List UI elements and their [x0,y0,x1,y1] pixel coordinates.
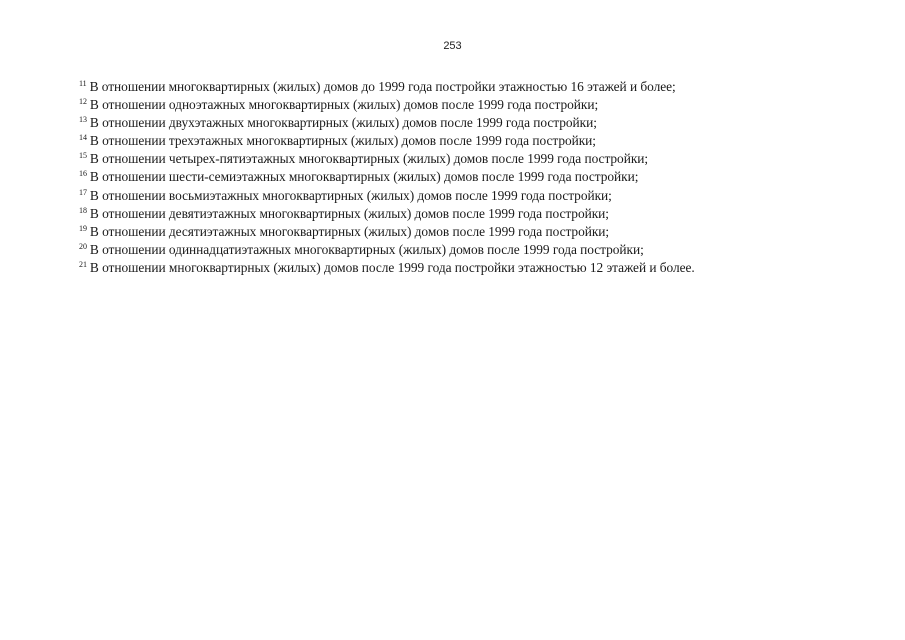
footnote-marker: 15 [79,151,87,161]
footnote-marker: 11 [79,79,87,88]
footnote [79,259,859,277]
footnote [79,187,859,205]
footnote-marker: 12 [79,97,87,107]
footnote-marker: 18 [79,205,87,215]
footnote-marker: 16 [79,169,87,179]
footnote [79,96,859,114]
footnote-text: В отношении шести-семиэтажных многоквартирных (жилых) домов после 1999 года постройки; [89,169,639,185]
footnote-text: В отношении трехэтажных многоквартирных (жилых) домов после 1999 года постройки; [89,133,596,149]
footnote-text: В отношении восьмиэтажных многоквартирных (жилых) домов после 1999 года постройки; [89,187,612,203]
footnote-marker: 20 [79,241,87,251]
footnote-marker: 21 [79,259,87,269]
footnote-text: В отношении десятиэтажных многоквартирных (жилых) домов после 1999 года постройки; [89,223,610,239]
footnote-text: В отношении одноэтажных многоквартирных (жилых) домов после 1999 года постройки; [89,97,599,113]
page-number: 253 [443,40,462,52]
footnote [79,241,859,259]
footnote-text: В отношении одиннадцатиэтажных многоквартирных (жилых) домов после 1999 года постройки; [89,241,644,257]
footnote-text: В отношении двухэтажных многоквартирных (жилых) домов после 1999 года постройки; [89,115,597,131]
footnote-text: В отношении многоквартирных (жилых) домов после 1999 года постройки этажностью 12 этажей и более. [89,259,695,275]
footnote-marker: 13 [79,115,87,125]
footnote-marker: 17 [79,187,87,197]
footnote [79,78,859,96]
footnote [79,205,859,223]
footnote-text: В отношении девятиэтажных многоквартирных (жилых) домов после 1999 года постройки; [89,205,609,221]
footnote [79,150,859,168]
footnote-list [79,78,859,277]
footnote [79,114,859,132]
footnote [79,223,859,241]
footnote-text: В отношении четырех-пятиэтажных многоквартирных (жилых) домов после 1999 года постройки; [89,151,649,167]
footnote-marker: 19 [79,223,87,233]
footnote-text: В отношении многоквартирных (жилых) домов до 1999 года постройки этажностью 16 этажей и более; [89,79,676,94]
footnote-marker: 14 [79,133,87,143]
footnote [79,132,859,150]
footnote [79,168,859,186]
